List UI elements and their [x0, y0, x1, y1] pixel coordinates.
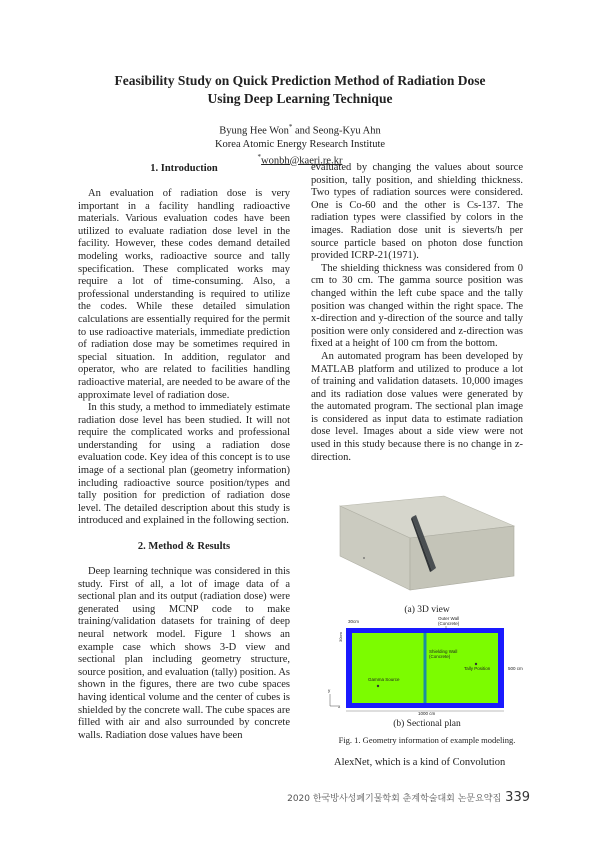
figure-3d-svg — [326, 486, 528, 604]
label-outer-wall-1: Outer Wall — [438, 616, 460, 621]
title-line-1: Feasibility Study on Quick Prediction Method of Radiation Dose — [114, 73, 486, 88]
shielding-wall-plan — [424, 633, 427, 703]
footer-text: 2020 한국방사성폐기물학회 춘계학술대회 논문요약집 — [287, 794, 502, 804]
figure-b-caption: (b) Sectional plan — [393, 719, 461, 729]
paper-title — [60, 72, 540, 108]
page-number: 339 — [505, 790, 530, 805]
author-first: Byung Hee Won — [219, 125, 289, 137]
figure-3d-view — [326, 486, 528, 604]
figure-a-caption: (a) 3D view — [404, 605, 450, 615]
label-1000cm: 1000 cm — [418, 711, 436, 716]
intro-paragraph-2: In this study, a method to immediately estimate radiation dose level has been studied. It will not require the complicated works and professional understanding for using a radiation dose evaluation code. Key idea of this concept is to use image of a sectional plan (geometry information) including radioactive source position/types and tally position for prediction of radiation dose level. The detailed description about this study is introduced and explained in the following section. — [78, 402, 290, 527]
label-shield-2: (Concrete) — [429, 654, 451, 659]
right-paragraph-2: The shielding thickness was considered from 0 cm to 30 cm. The gamma source position was changed within the left cube space and the tally position was changed within the right space. The x-direction and y-direction of the source and tally position were only considered and z-direction was fixed at a height of 100 cm from the bottom. — [311, 262, 523, 350]
author-rest: and Seong-Kyu Ahn — [292, 125, 381, 137]
label-500cm: 500 cm — [508, 666, 523, 671]
label-outer-wall-2: (Concrete) — [438, 621, 460, 626]
affiliation: Korea Atomic Energy Research Institute — [214, 138, 386, 150]
figure-caption: Fig. 1. Geometry information of example modeling. — [338, 735, 516, 745]
email-mark: * — [257, 152, 262, 161]
label-30cm-vertical: 30cm — [338, 632, 343, 642]
axis-x-label: x — [338, 704, 341, 709]
continuation-text: AlexNet, which is a kind of Convolution — [334, 757, 506, 768]
axis-y-label: y — [328, 688, 331, 693]
author-mark: * — [288, 123, 293, 131]
tally-point — [475, 663, 477, 665]
label-tally: Tally Position — [464, 666, 491, 671]
page-footer — [287, 790, 530, 805]
sectional-plan-svg — [326, 616, 528, 718]
label-shield-1: Shielding Wall — [429, 649, 458, 654]
author-block — [60, 121, 540, 167]
label-gamma: Gamma Source — [368, 677, 400, 682]
author-names — [60, 121, 540, 138]
email-link[interactable]: wonbh@kaeri.re.kr — [261, 155, 343, 166]
left-column — [78, 162, 290, 742]
section-2-heading: 2. Method & Results — [137, 541, 231, 553]
right-column — [311, 162, 523, 464]
intro-paragraph-1: An evaluation of radiation dose is very important in a facility handling radioactive materials. Various evaluation codes have been utilized to evaluate radiation dose level in the facility. However, these codes demand detailed modeling works, radioactive source and tally specification. These complicated works may require a lot of time-consuming. Also, a professional understanding is required to utilize the codes. While these detailed simulation calculations are essentially required for the permit to use radioactive materials, immediate prediction of radiation dose may be sometimes required in special situation. In addition, regulator and operator, who are related to facilities handling radioactive material, are needed to be aware of the approximate level of radiation dose. — [78, 188, 290, 401]
right-paragraph-3: An automated program has been developed by MATLAB platform and utilized to produce a lot of training and validation datasets. 10,000 images and its radiation dose values were generated by the automated program. The sectional plan image is considered as input data to estimate radiation dose level. Images about a side view were not used in this study because there is no change in z-direction. — [311, 350, 523, 463]
right-paragraph-1: evaluated by changing the values about source position, tally position, and shielding thickness. Two types of radiation sources were considered. One is Co-60 and the other is Cs-137. The radiation types were classified by colors in the images. Radiation dose unit is sieverts/h per source particle based on photon dose function provided ICRP-21(1971). — [311, 162, 523, 262]
method-paragraph-1: Deep learning technique was considered in this study. First of all, a lot of image data of a sectional plan and its output (radiation dose) were generated using MCNP code to make training/validation datasets for training of deep neural network model. Figure 1 shows an example case which shows 3-D view and sectional plan including geometry structure, source position, and evaluation (tally) position. As shown in the figures, there are two cube spaces having identical volume and the center of cubes is shielded by the concrete wall. The cube spaces are filled with air and also surrounded by concrete walls. Radiation dose values have been — [78, 566, 290, 741]
figure-1 — [326, 486, 528, 746]
figure-sectional-plan — [326, 616, 528, 718]
section-1-heading: 1. Introduction — [150, 163, 218, 174]
gamma-source-point — [377, 685, 379, 687]
source-marker — [363, 557, 365, 559]
title-line-2: Using Deep Learning Technique — [207, 91, 393, 106]
label-30cm: 30cm — [348, 619, 360, 624]
